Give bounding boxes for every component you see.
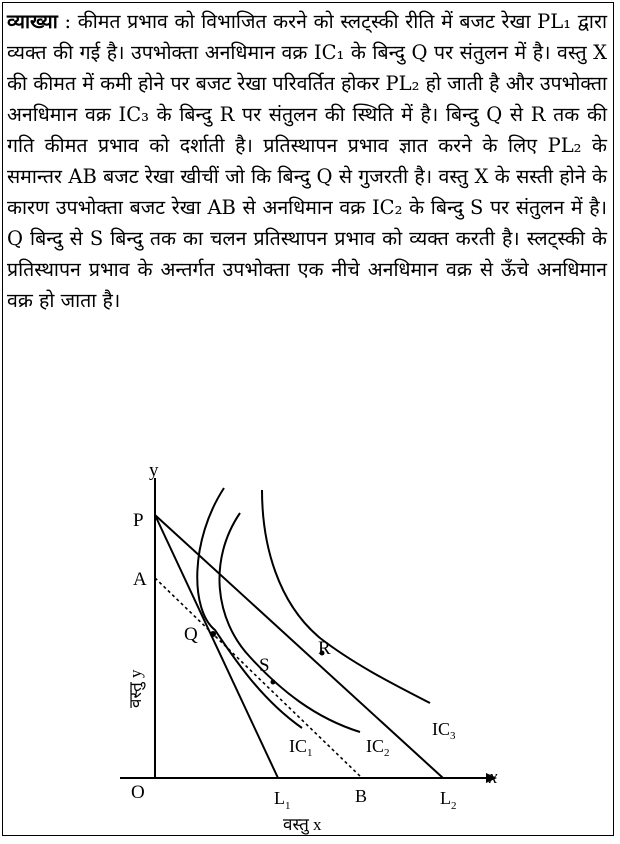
point-s-dot <box>271 680 276 685</box>
x-axis-title: वस्तु x <box>283 815 322 834</box>
point-p-label: P <box>133 510 144 531</box>
explanation-paragraph <box>7 6 607 316</box>
ic1-label: $IC_1$ <box>289 736 313 759</box>
origin-label: O <box>131 782 145 803</box>
text-line: संतुलन में है। Q बिन्दु से S बिन्दु तक का चलन प्रतिस्थापन प्रभाव <box>7 196 607 250</box>
point-a-label: A <box>133 569 147 590</box>
ic2-label: $IC_2$ <box>366 736 390 759</box>
point-b-label: B <box>355 786 368 806</box>
text-line: है। <box>102 289 121 312</box>
label-separator: : <box>57 10 78 33</box>
text-line: बजट रेखा PL₁ द्वारा व्यक्त की गई है। उपभोक्ता अनधिमान वक्र <box>7 10 607 64</box>
text-line: IC₁ के बिन्दु Q पर संतुलन में है। वस्तु X की कीमत में कमी होने <box>7 41 607 95</box>
budget-line-pl1 <box>155 515 278 778</box>
y-axis-title: वस्तु y <box>126 669 145 708</box>
point-s-label: S <box>259 655 270 676</box>
y-axis-letter: y <box>149 460 159 481</box>
text-line: कीमत प्रभाव को विभाजित करने को स्लट्स्की रीति में <box>77 10 453 33</box>
point-l1-label: $L_1$ <box>274 788 291 812</box>
ic3-label: $IC_3$ <box>432 719 456 742</box>
text-line: को व्यक्त करती है। स्लट्स्की के प्रतिस्थापन प्रभाव के अन्तर्गत <box>7 227 607 281</box>
point-q-dot <box>210 631 216 637</box>
text-line: अनधिमान वक्र IC₃ के बिन्दु R पर संतुलन की स्थिति में है। बिन्दु <box>7 103 479 126</box>
text-line: पर बजट रेखा परिवर्तित होकर PL₂ हो जाती है और उपभोक्ता <box>170 72 608 95</box>
point-r-label: R <box>318 638 331 659</box>
indifference-curve-ic3 <box>262 490 430 703</box>
text-line: जो कि बिन्दु Q से गुजरती है। वस्तु X के सस्ती होने के कारण <box>7 165 607 219</box>
point-l2-label: $L_2$ <box>440 788 457 812</box>
explanation-label: व्याख्या <box>7 10 58 33</box>
budget-line-ab <box>155 578 362 778</box>
text-line: उपभोक्ता बजट रेखा AB से अनधिमान वक्र IC₂ के बिन्दु S पर <box>55 196 510 219</box>
x-axis-letter: x <box>489 767 498 788</box>
text-line: Q से R तक की गति कीमत प्रभाव को दर्शाती है। प्रतिस्थापन <box>7 103 608 157</box>
point-q-label: Q <box>184 624 198 645</box>
text-line: उपभोक्ता एक नीचे अनधिमान वक्र से ऊँचे अनधिमान वक्र हो जाता <box>7 258 608 312</box>
slutsky-substitution-diagram <box>0 455 620 844</box>
text-line: प्रभाव ज्ञात करने के लिए PL₂ के समान्तर AB बजट रेखा खीचीं <box>7 134 607 188</box>
